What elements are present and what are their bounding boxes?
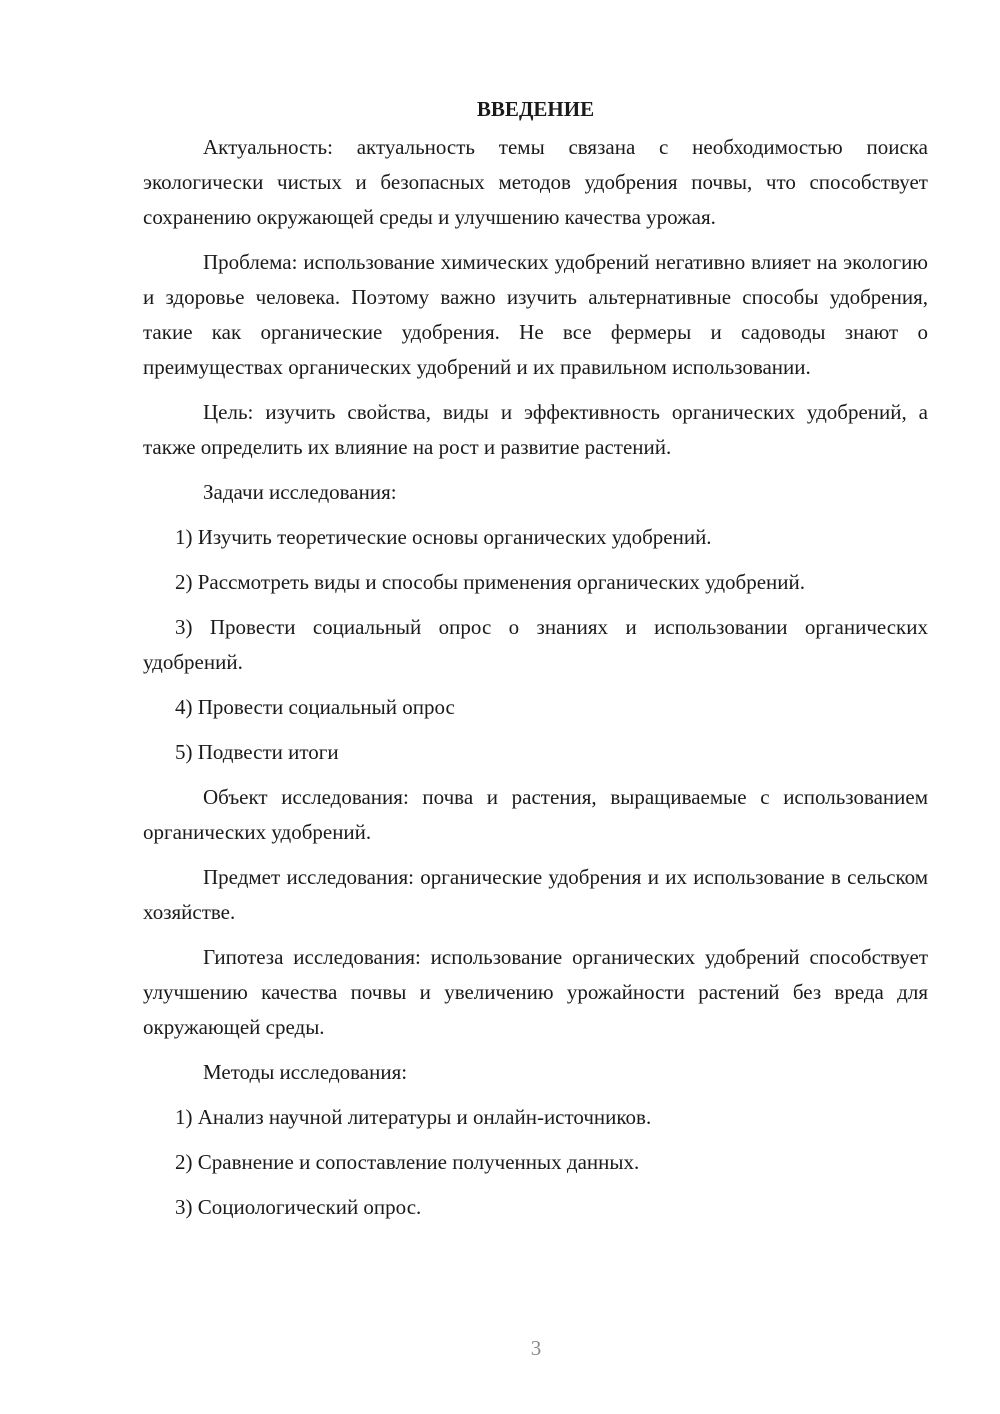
- method-item-1: 1) Анализ научной литературы и онлайн-источников.: [175, 1105, 652, 1129]
- paragraph-relevance: Актуальность: актуальность темы связана с необходимостью поиска экологически чистых и безопасных методов удобрения почвы, что способствует сохранению окружающей среды и улучшению качества урожая.: [143, 135, 928, 229]
- paragraph-goal: Цель: изучить свойства, виды и эффективность органических удобрений, а также определить их влияние на рост и развитие растений.: [143, 400, 928, 459]
- page-content: [143, 92, 928, 1235]
- paragraph-object: Объект исследования: почва и растения, выращиваемые с использованием органических удобрений.: [143, 785, 928, 844]
- task-item-4: 4) Провести социальный опрос: [175, 695, 455, 719]
- method-item-3: 3) Социологический опрос.: [175, 1195, 422, 1219]
- paragraph-problem: Проблема: использование химических удобрений негативно влияет на экологию и здоровье человека. Поэтому важно изучить альтернативные способы удобрения, такие как органические удобрения. Не все фермеры и садоводы знают о преимуществах органических удобрений и их правильном использовании.: [143, 250, 928, 379]
- task-item-1: 1) Изучить теоретические основы органических удобрений.: [175, 525, 712, 549]
- paragraph-subject: Предмет исследования: органические удобрения и их использование в сельском хозяйстве.: [143, 865, 928, 924]
- paragraph-methods-heading: Методы исследования:: [203, 1060, 408, 1084]
- page-number: 3: [530, 1336, 542, 1360]
- task-item-3: 3) Провести социальный опрос о знаниях и использовании органических удобрений.: [143, 615, 928, 674]
- method-item-2: 2) Сравнение и сопоставление полученных данных.: [175, 1150, 640, 1174]
- section-title: ВВЕДЕНИЕ: [476, 97, 595, 121]
- paragraph-tasks-heading: Задачи исследования:: [203, 480, 397, 504]
- task-item-5: 5) Подвести итоги: [175, 740, 339, 764]
- paragraph-hypothesis: Гипотеза исследования: использование органических удобрений способствует улучшению качества почвы и увеличению урожайности растений без вреда для окружающей среды.: [143, 945, 928, 1039]
- task-item-2: 2) Рассмотреть виды и способы применения органических удобрений.: [175, 570, 805, 594]
